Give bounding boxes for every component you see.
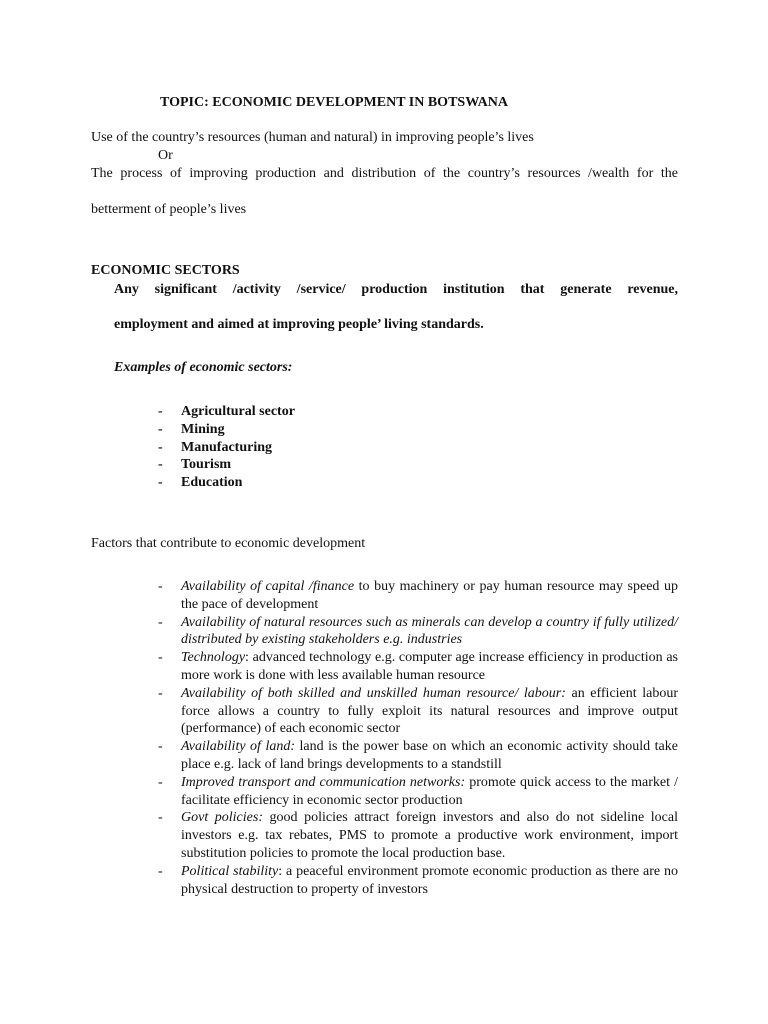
section-heading-economic-sectors: ECONOMIC SECTORS (91, 263, 240, 278)
page-title: TOPIC: ECONOMIC DEVELOPMENT IN BOTSWANA (160, 95, 508, 110)
bullet-dash: - (158, 650, 163, 666)
list-item (158, 685, 678, 738)
factor-term: Improved transport and communication networks: (181, 774, 466, 790)
factor-description: an efficient labour force allows a country to fully exploit its natural resources and improve output (performance) of each economic sector (181, 685, 678, 737)
sector-item-label: Education (181, 475, 243, 491)
bullet-dash: - (158, 579, 163, 594)
bullet-dash: - (158, 810, 163, 826)
factor-term: Availability of natural resources such as minerals can develop a country if fully utilized/ distributed by existing stakeholders e.g. industries (181, 614, 678, 648)
list-item (158, 474, 295, 492)
bullet-dash: - (158, 421, 163, 437)
factor-description: good policies attract foreign investors and also do not sideline local investors e.g. tax rebates, PMS to promote a productive work environment, import substitution policies to promote the local production base. (181, 810, 679, 861)
bullet-dash: - (158, 457, 163, 473)
factor-term: Availability of both skilled and unskilled human resource/ labour: (181, 685, 566, 701)
list-item (158, 421, 295, 439)
factor-description: : a peaceful environment promote economic production as there are no physical destruction to property of investors (181, 863, 679, 897)
factor-description: to buy machinery or pay human resource may speed up the pace of development (181, 579, 678, 612)
bullet-dash: - (158, 685, 163, 701)
intro-or: Or (158, 148, 173, 163)
examples-label: Examples of economic sectors: (114, 360, 293, 375)
factor-term: Availability of land: (181, 739, 295, 755)
factor-description: promote quick access to the market / facilitate efficiency in economic sector production (181, 774, 678, 808)
sector-item-label: Agricultural sector (181, 404, 295, 419)
bullet-dash: - (158, 614, 163, 630)
bullet-dash: - (158, 774, 163, 790)
bullet-dash: - (158, 739, 163, 755)
list-item (158, 578, 678, 614)
list-item (158, 809, 678, 862)
list-item (158, 403, 295, 421)
sector-item-label: Mining (181, 421, 225, 437)
list-item (158, 774, 678, 810)
factor-term: Availability of capital /finance (181, 579, 355, 594)
sector-list (158, 403, 295, 492)
factor-term: Govt policies: (181, 810, 263, 826)
factor-description: : advanced technology e.g. computer age increase efficiency in production as more work is done with less available human resource (181, 650, 678, 683)
bullet-dash: - (158, 439, 163, 455)
intro-definition-2-continued: betterment of people’s lives (91, 202, 247, 217)
factor-list (158, 578, 678, 898)
intro-definition-1: Use of the country’s resources (human and natural) in improving people’s lives (91, 130, 534, 145)
sectors-definition-line-1: Any significant /activity /service/ production institution that generate revenue, (114, 282, 678, 297)
sectors-definition-line-2: employment and aimed at improving people’ living standards. (114, 317, 484, 332)
factor-term: Political stability (181, 863, 279, 879)
list-item (158, 649, 678, 685)
list-item (158, 738, 678, 774)
factor-term: Technology (181, 650, 246, 666)
bullet-dash: - (158, 404, 163, 419)
list-item (158, 614, 678, 650)
bullet-dash: - (158, 475, 163, 491)
list-item (158, 456, 295, 474)
list-item (158, 863, 678, 899)
intro-definition-2: The process of improving production and distribution of the country’s resources /wealth for the (91, 166, 678, 181)
section-heading-factors: Factors that contribute to economic development (91, 536, 366, 551)
sector-item-label: Manufacturing (181, 439, 272, 455)
bullet-dash: - (158, 863, 163, 879)
sector-item-label: Tourism (181, 457, 232, 473)
list-item (158, 439, 295, 457)
factor-description: land is the power base on which an economic activity should take place e.g. lack of land brings developments to a standstill (181, 739, 678, 772)
